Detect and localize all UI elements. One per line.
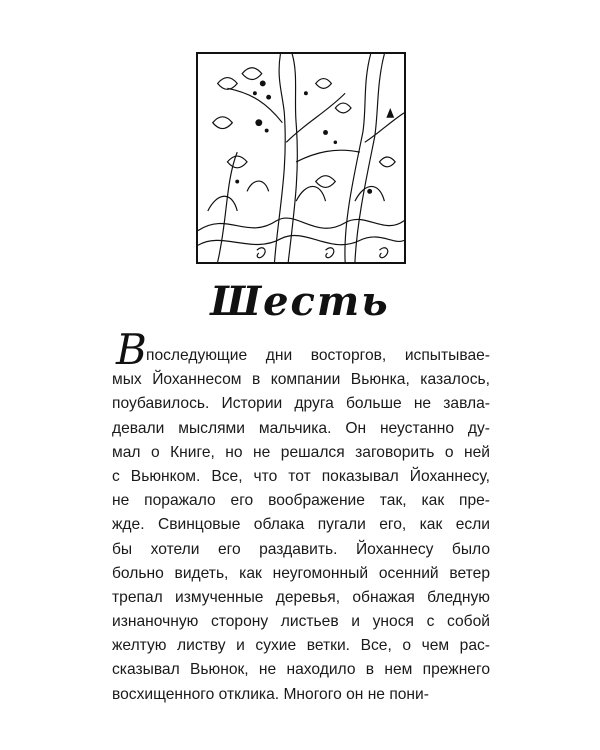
paragraph-line: восхищенного отклика. Многого он не пони- xyxy=(112,685,429,703)
paragraph-line: поубавилось. Истории друга больше не завла- xyxy=(112,395,490,413)
paragraph-line: трепал измученные деревья, обнажая бледную xyxy=(112,588,490,606)
paragraph-line: последующие дни восторгов, испытывае- xyxy=(146,347,490,364)
paragraph-line: желтую листву и сухие ветки. Все, о чем рас- xyxy=(112,637,490,655)
paragraph-line: больно видеть, как неугомонный осенний ветер xyxy=(112,564,490,582)
paragraph-line: не поражало его воображение так, как пре- xyxy=(112,492,490,510)
chapter-illustration xyxy=(196,52,406,264)
paragraph-line: бы хотели его раздавить. Йоханнесу было xyxy=(112,540,490,558)
paragraph-line: с Вьюнком. Все, что тот показывал Йоханнесу, xyxy=(112,467,490,485)
paragraph-line: изнаночную сторону листьев и унося с собой xyxy=(112,613,490,631)
paragraph-line: мал о Книге, но не решался заговорить о ней xyxy=(112,443,490,461)
paragraph-line: мых Йоханнесом в компании Вьюнка, казалось, xyxy=(112,371,490,389)
paragraph-line: сказывал Вьюнок, не находило в нем прежнего xyxy=(112,661,490,679)
paragraph-line: девали мыслями мальчика. Он неустанно ду- xyxy=(112,419,490,437)
chapter-paragraph xyxy=(112,344,490,707)
forest-illustration-drawing xyxy=(198,54,404,262)
drop-cap: В xyxy=(116,325,147,374)
paragraph-line: жде. Свинцовые облака пугали его, как если xyxy=(112,516,490,534)
chapter-title: Шесть xyxy=(210,278,390,325)
